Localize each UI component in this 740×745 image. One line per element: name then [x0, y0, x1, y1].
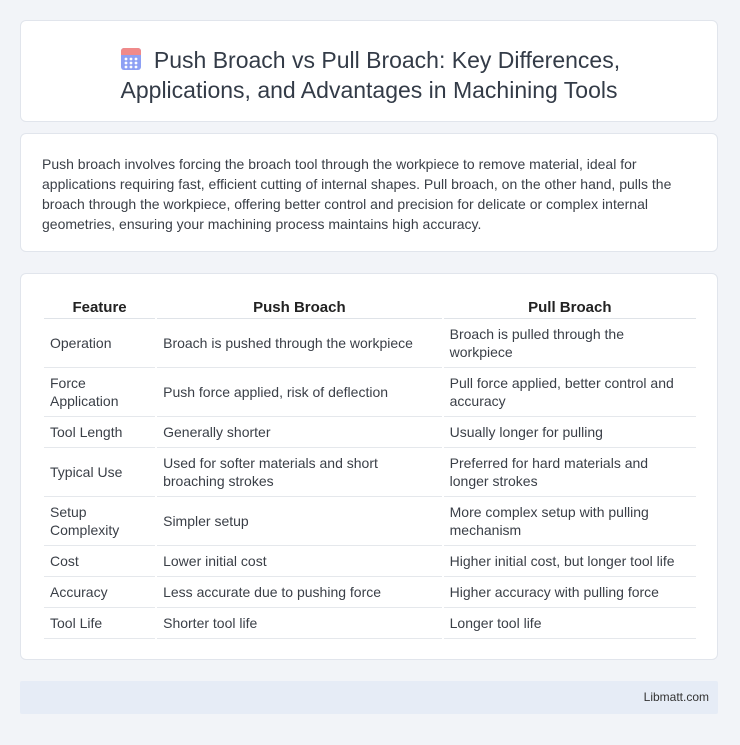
- row-push: Lower initial cost: [157, 546, 442, 577]
- table-row: [44, 497, 696, 546]
- title-line-1: Push Broach vs Pull Broach: Key Differences,: [153, 47, 621, 73]
- row-push: Simpler setup: [157, 497, 442, 546]
- table-row: [44, 417, 696, 448]
- comparison-card: [20, 273, 718, 660]
- title-card: [20, 20, 718, 122]
- table-row: [44, 368, 696, 417]
- row-push: Push force applied, risk of deflection: [157, 368, 442, 417]
- row-push: Less accurate due to pushing force: [157, 577, 442, 608]
- table-row: [44, 546, 696, 577]
- row-push: Generally shorter: [157, 417, 442, 448]
- row-feature: Tool Life: [44, 608, 155, 639]
- table-row: [44, 448, 696, 497]
- row-push: Used for softer materials and short broaching strokes: [157, 448, 442, 497]
- row-feature: Typical Use: [44, 448, 155, 497]
- row-pull: Preferred for hard materials and longer strokes: [444, 448, 696, 497]
- calculator-icon: [118, 46, 144, 72]
- row-pull: Higher accuracy with pulling force: [444, 577, 696, 608]
- intro-card: [20, 133, 718, 252]
- table-row: [44, 608, 696, 639]
- row-feature: Force Application: [44, 368, 155, 417]
- header-pull-broach: Pull Broach: [444, 296, 696, 319]
- table-row: [44, 319, 696, 368]
- footer-brand-link[interactable]: Libmatt.com: [643, 690, 709, 704]
- footer-bar: [20, 681, 718, 714]
- header-push-broach: Push Broach: [157, 296, 442, 319]
- row-feature: Operation: [44, 319, 155, 368]
- title-line-2: Applications, and Advantages in Machining Tools: [120, 77, 618, 103]
- row-push: Shorter tool life: [157, 608, 442, 639]
- row-feature: Accuracy: [44, 577, 155, 608]
- row-pull: Higher initial cost, but longer tool life: [444, 546, 696, 577]
- row-push: Broach is pushed through the workpiece: [157, 319, 442, 368]
- header-feature: Feature: [44, 296, 155, 319]
- page-title: [21, 45, 717, 105]
- row-feature: Cost: [44, 546, 155, 577]
- row-pull: Longer tool life: [444, 608, 696, 639]
- row-pull: More complex setup with pulling mechanism: [444, 497, 696, 546]
- row-feature: Setup Complexity: [44, 497, 155, 546]
- table-row: [44, 577, 696, 608]
- intro-paragraph: Push broach involves forcing the broach tool through the workpiece to remove material, ideal for applications requiring fast, efficient cutting of internal shapes. Pull broach, on the other hand, pulls the broach through the workpiece, offering better control and precision for delicate or complex internal geometries, ensuring your machining process maintains high accuracy.: [42, 156, 672, 232]
- row-feature: Tool Length: [44, 417, 155, 448]
- row-pull: Pull force applied, better control and accuracy: [444, 368, 696, 417]
- row-pull: Broach is pulled through the workpiece: [444, 319, 696, 368]
- row-pull: Usually longer for pulling: [444, 417, 696, 448]
- table-header-row: [44, 296, 696, 319]
- comparison-table: [42, 296, 698, 639]
